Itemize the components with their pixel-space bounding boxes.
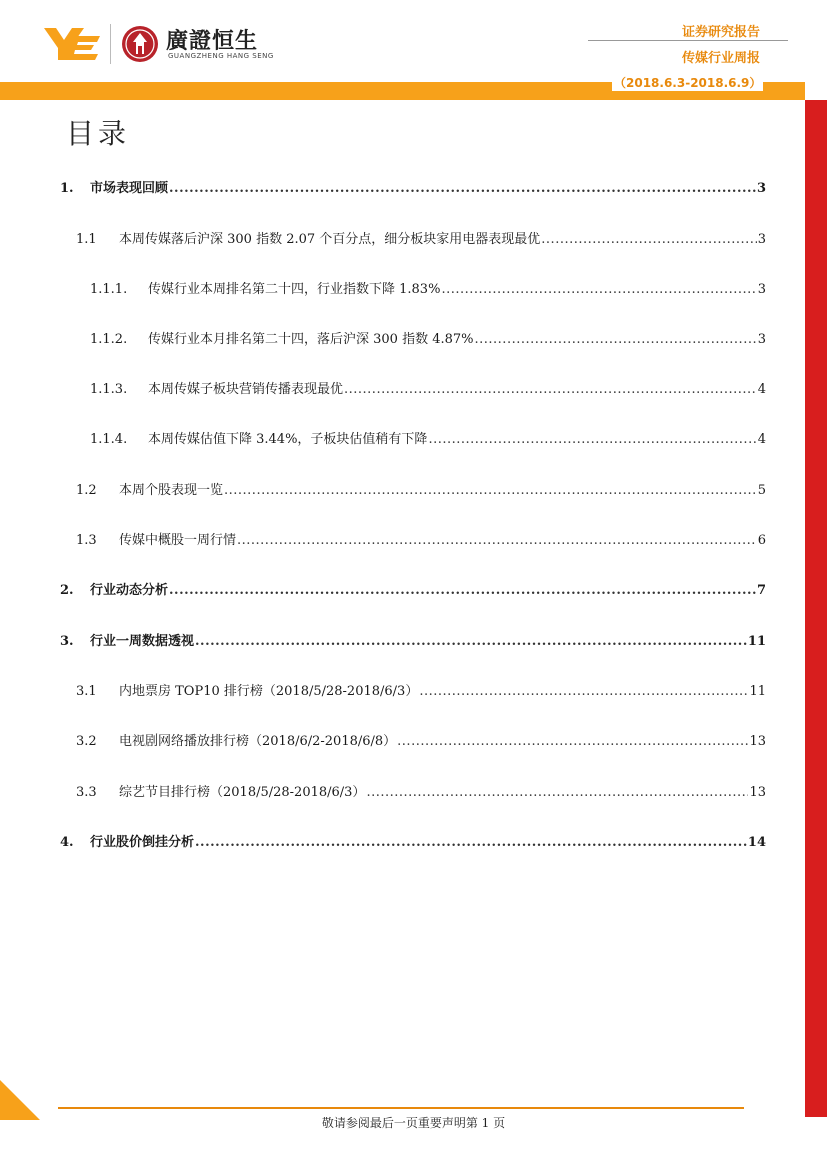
toc-entry-title: 电视剧网络播放排行榜（2018/6/2-2018/6/8） xyxy=(119,734,397,749)
toc-entry-number: 1.1.4. xyxy=(90,432,128,447)
toc-entry-page: 3 xyxy=(757,332,766,347)
toc-entry-title: 本周传媒估值下降 3.44%，子板块估值稍有下降 xyxy=(148,432,428,447)
toc-leader-dots xyxy=(344,382,757,397)
toc-entry-page: 11 xyxy=(749,684,766,699)
toc-entry-page: 14 xyxy=(747,835,766,850)
toc-leader-dots xyxy=(195,835,747,850)
toc-entry-page: 13 xyxy=(749,785,766,800)
toc-entry-number: 1.1 xyxy=(76,232,97,247)
toc-entry[interactable] xyxy=(76,680,766,699)
toc-entry-number: 3.3 xyxy=(76,785,97,800)
toc-entry-number: 1.1.1. xyxy=(90,282,128,297)
toc-entry-title: 行业股价倒挂分析 xyxy=(90,835,195,850)
toc-entry-title: 行业动态分析 xyxy=(90,583,169,598)
toc-entry[interactable] xyxy=(60,831,766,850)
ye-logo-icon xyxy=(42,26,102,62)
report-period: （2018.6.3-2018.6.9） xyxy=(614,76,762,90)
toc-leader-dots xyxy=(419,684,748,699)
header-divider xyxy=(588,40,788,41)
report-type: 证券研究报告 xyxy=(681,25,760,40)
toc-entry[interactable] xyxy=(60,177,766,196)
toc-entry-page: 4 xyxy=(757,432,766,447)
toc-entry-page: 11 xyxy=(747,634,766,649)
toc-entry[interactable] xyxy=(76,529,766,548)
toc-entry-number: 2. xyxy=(60,583,74,598)
toc-leader-dots xyxy=(169,583,756,598)
brand-name: 廣證恒生 xyxy=(166,29,259,54)
toc-entry-page: 3 xyxy=(757,282,766,297)
toc-entry-number: 1.2 xyxy=(76,483,97,498)
toc-entry[interactable] xyxy=(60,579,766,598)
toc-entry[interactable] xyxy=(90,378,766,397)
toc-entry[interactable] xyxy=(60,630,766,649)
toc-leader-dots xyxy=(541,232,756,247)
toc-entry[interactable] xyxy=(90,428,766,447)
brand-name-en: GUANGZHENG HANG SENG xyxy=(168,52,274,60)
toc-entry-page: 3 xyxy=(756,181,766,196)
company-seal-icon xyxy=(120,24,160,64)
toc-entry-page: 5 xyxy=(757,483,766,498)
toc-entry-title: 传媒行业本月排名第二十四，落后沪深 300 指数 4.87% xyxy=(148,332,474,347)
toc-leader-dots xyxy=(224,483,757,498)
toc-entry-title: 传媒中概股一周行情 xyxy=(119,533,237,548)
footer-divider xyxy=(58,1107,744,1109)
toc-entry-title: 传媒行业本周排名第二十四，行业指数下降 1.83% xyxy=(148,282,441,297)
report-name: 传媒行业周报 xyxy=(681,51,760,66)
toc-entry[interactable] xyxy=(76,479,766,498)
toc-entry-number: 1.3 xyxy=(76,533,97,548)
toc-entry-number: 1.1.2. xyxy=(90,332,128,347)
toc-entry-title: 综艺节目排行榜（2018/5/28-2018/6/3） xyxy=(119,785,366,800)
toc-leader-dots xyxy=(397,734,748,749)
toc-entry-title: 市场表现回顾 xyxy=(90,181,169,196)
toc-entry-title: 本周个股表现一览 xyxy=(119,483,224,498)
toc-leader-dots xyxy=(237,533,757,548)
toc-entry[interactable] xyxy=(90,278,766,297)
toc-entry-page: 6 xyxy=(757,533,766,548)
toc-entry-title: 本周传媒落后沪深 300 指数 2.07 个百分点，细分板块家用电器表现最优 xyxy=(119,232,541,247)
logo-divider xyxy=(110,24,111,64)
footer-disclaimer: 敬请参阅最后一页重要声明第 1 页 xyxy=(321,1116,506,1130)
toc-entry-number: 1.1.3. xyxy=(90,382,128,397)
toc-entry-number: 3. xyxy=(60,634,74,649)
toc-entry-number: 3.2 xyxy=(76,734,97,749)
toc-title: 目录 xyxy=(66,117,131,150)
toc-entry-title: 本周传媒子板块营销传播表现最优 xyxy=(148,382,344,397)
toc-leader-dots xyxy=(441,282,756,297)
toc-entry-page: 4 xyxy=(757,382,766,397)
toc-leader-dots xyxy=(169,181,756,196)
toc-entry-page: 7 xyxy=(756,583,766,598)
toc-entry-title: 行业一周数据透视 xyxy=(90,634,195,649)
toc-leader-dots xyxy=(366,785,748,800)
toc-entry[interactable] xyxy=(76,781,766,800)
side-accent-bar xyxy=(805,100,827,1117)
toc-leader-dots xyxy=(428,432,756,447)
toc-entry-number: 3.1 xyxy=(76,684,97,699)
toc-entry-page: 3 xyxy=(757,232,766,247)
toc-entry-number: 4. xyxy=(60,835,74,850)
toc-leader-dots xyxy=(475,332,757,347)
toc-entry[interactable] xyxy=(76,730,766,749)
toc-entry[interactable] xyxy=(90,328,766,347)
toc-entry-number: 1. xyxy=(60,181,74,196)
toc-entry-title: 内地票房 TOP10 排行榜（2018/5/28-2018/6/3） xyxy=(119,684,419,699)
toc-entry[interactable] xyxy=(76,228,766,247)
toc-leader-dots xyxy=(195,634,747,649)
toc-entry-page: 13 xyxy=(749,734,766,749)
